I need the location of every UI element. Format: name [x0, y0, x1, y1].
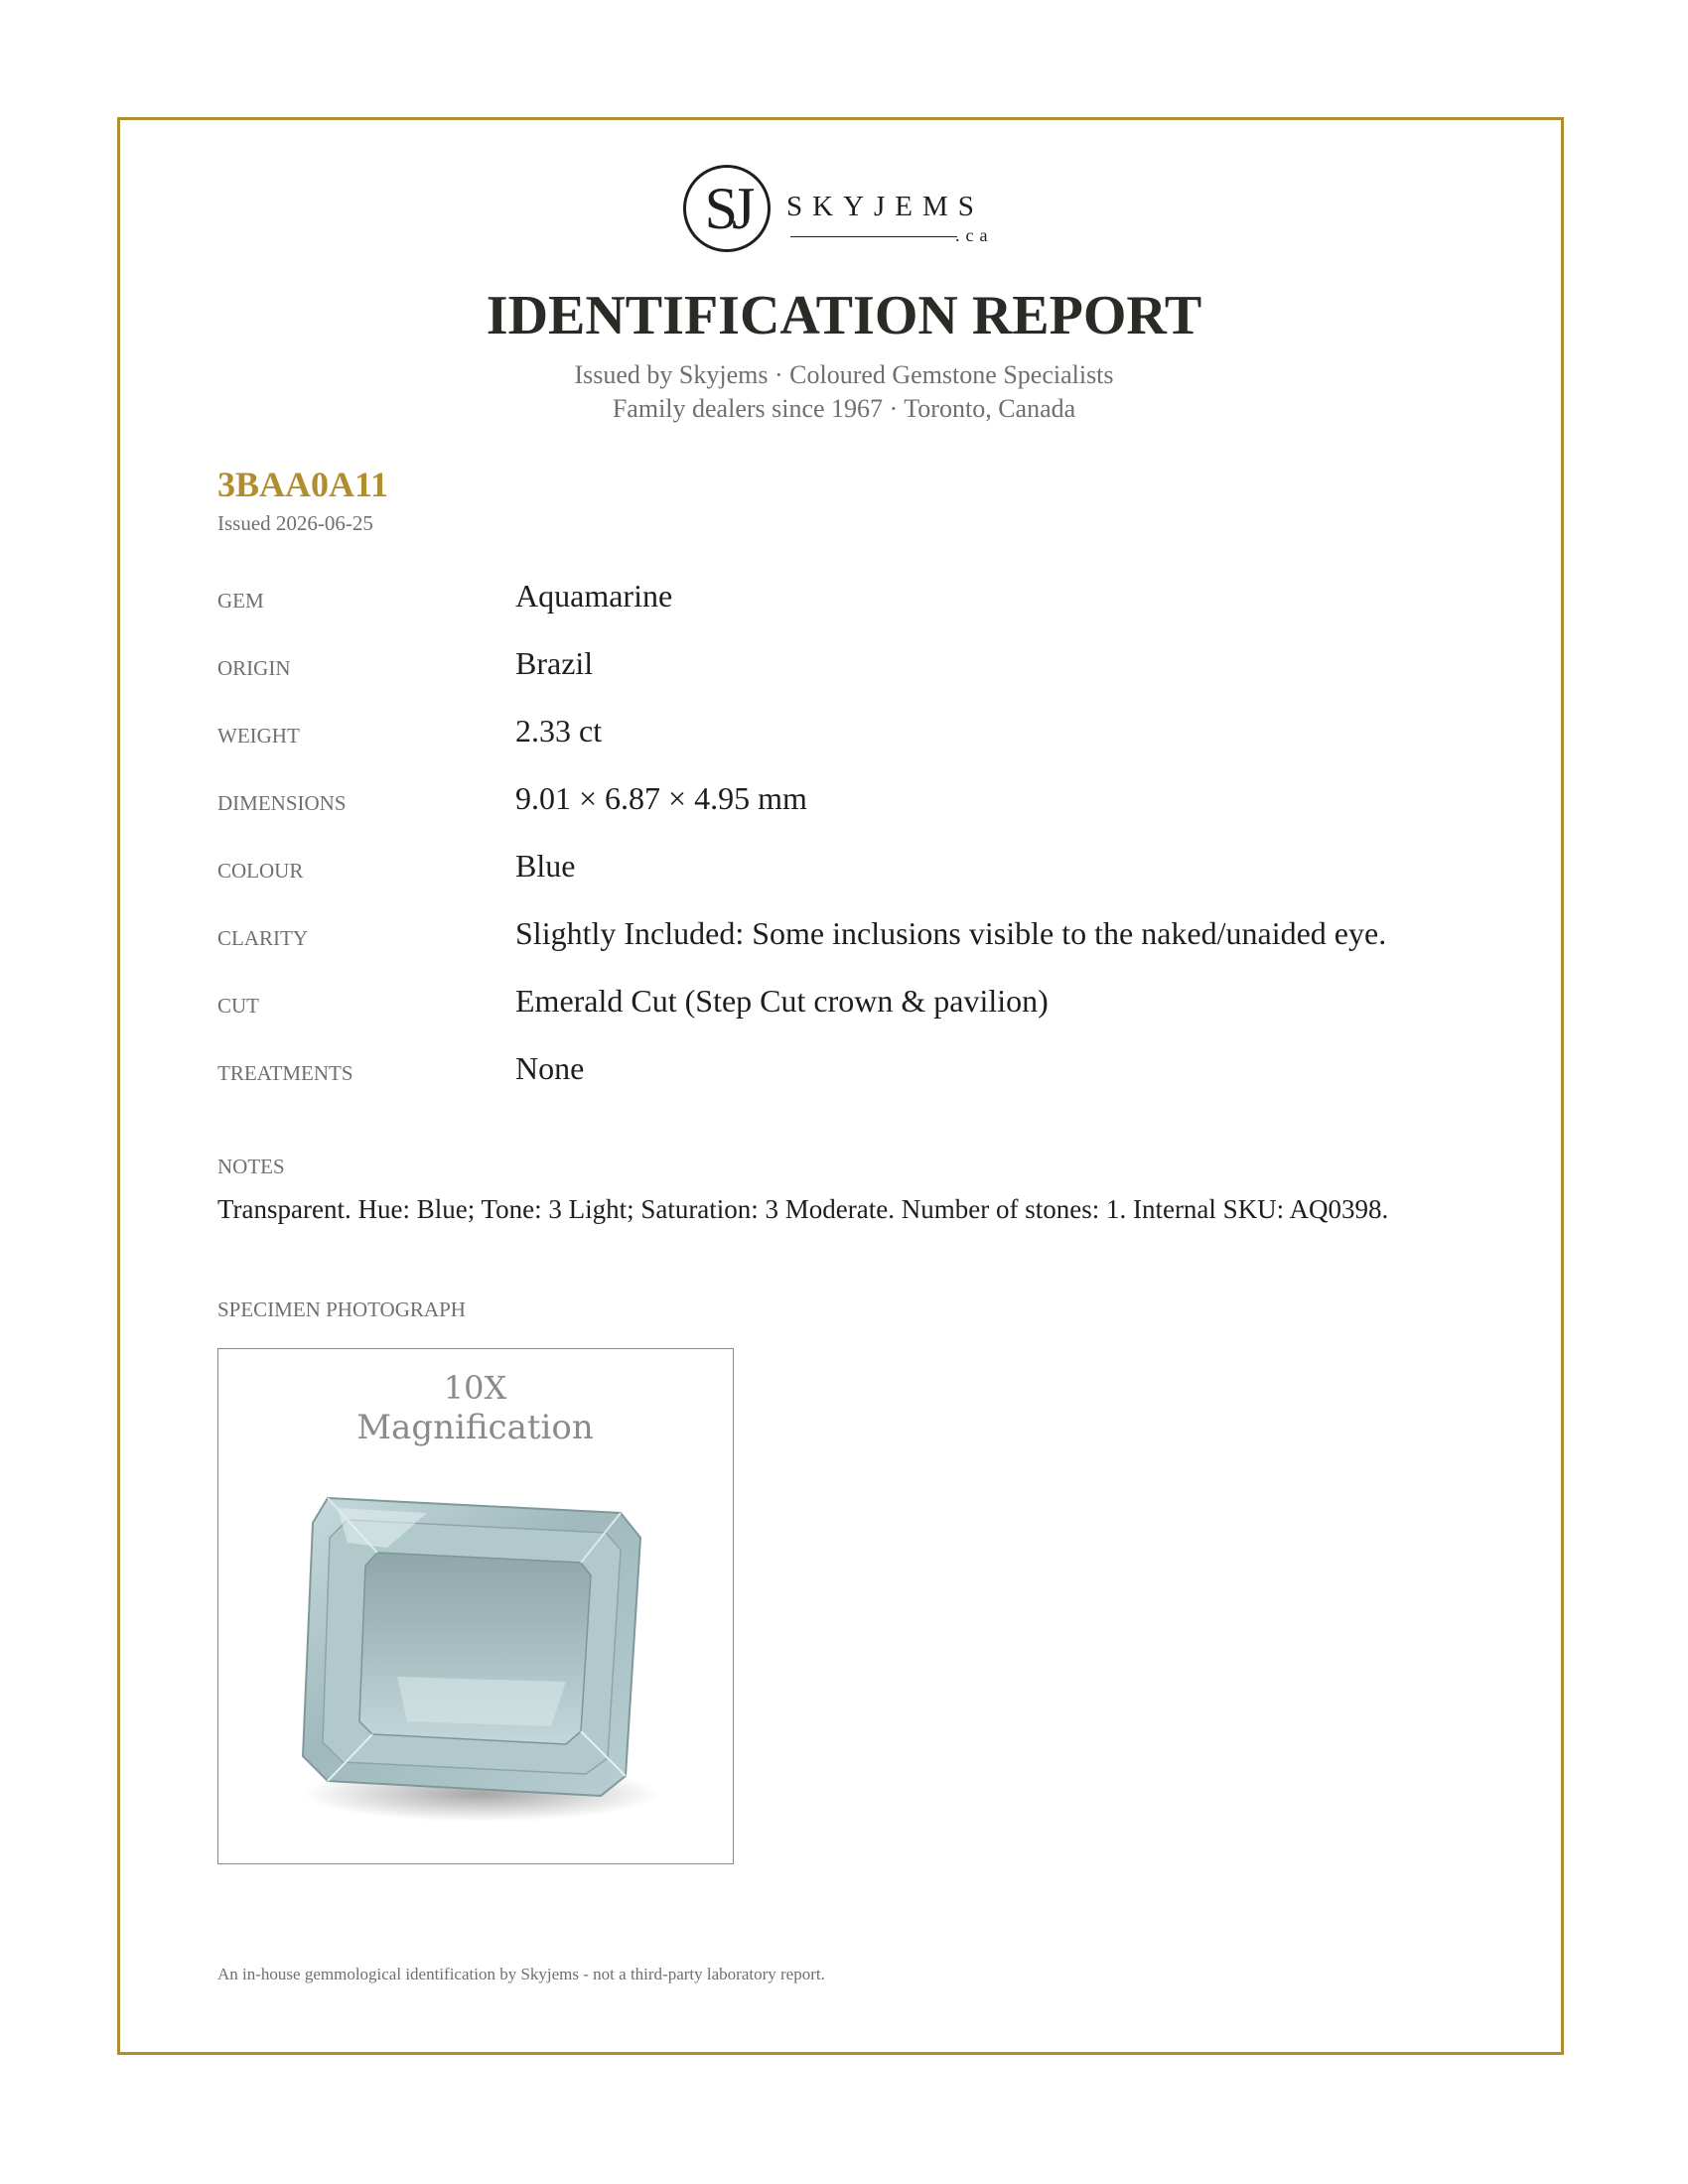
- specimen-photograph: [217, 1348, 734, 1864]
- magnification-value: 10X: [443, 1369, 507, 1407]
- field-value: Emerald Cut (Step Cut crown & pavilion): [515, 983, 1049, 1019]
- field-label: CUT: [217, 994, 259, 1018]
- field-label: TREATMENTS: [217, 1061, 353, 1085]
- issue-date: Issued 2026-06-25: [217, 511, 373, 535]
- field-label: GEM: [217, 589, 264, 613]
- magnification-label: Magnification: [356, 1408, 594, 1447]
- notes-label: NOTES: [217, 1155, 285, 1178]
- aquamarine-gem-image: [278, 1478, 675, 1836]
- field-row-treatments: [217, 1048, 1508, 1116]
- field-row-origin: [217, 643, 1508, 711]
- specimen-photo-label: SPECIMEN PHOTOGRAPH: [217, 1297, 466, 1321]
- gem-reflection: [397, 1677, 566, 1726]
- field-value: Slightly Included: Some inclusions visible to the naked/unaided eye.: [515, 915, 1387, 951]
- dealer-line: Family dealers since 1967 · Toronto, Canada: [612, 394, 1076, 423]
- field-row-weight: [217, 711, 1508, 778]
- field-label: ORIGIN: [217, 656, 291, 680]
- field-value: Aquamarine: [515, 578, 673, 614]
- skyjems-logo: [683, 161, 1011, 264]
- field-value: Blue: [515, 848, 576, 884]
- gem-details-list: [217, 576, 1508, 1116]
- field-label: COLOUR: [217, 859, 304, 883]
- notes-text: Transparent. Hue: Blue; Tone: 3 Light; Saturation: 3 Moderate. Number of stones: 1. Internal SKU: AQ0398.: [217, 1194, 1389, 1224]
- report-title: IDENTIFICATION REPORT: [486, 285, 1202, 346]
- field-value: 2.33 ct: [515, 713, 603, 749]
- report-id: 3BAA0A11: [217, 465, 389, 504]
- logo-domain: .ca: [955, 225, 994, 245]
- field-label: CLARITY: [217, 926, 308, 950]
- field-value: Brazil: [515, 645, 594, 681]
- field-label: DIMENSIONS: [217, 791, 347, 815]
- logo-monogram: SJ: [704, 176, 750, 241]
- field-row-dimensions: [217, 778, 1508, 846]
- field-value: 9.01 × 6.87 × 4.95 mm: [515, 780, 807, 816]
- field-value: None: [515, 1050, 585, 1086]
- logo-rule: [790, 236, 957, 237]
- logo-wordmark: SKYJEMS: [786, 191, 984, 222]
- disclaimer-footer: An in-house gemmological identification by Skyjems - not a third-party laboratory report.: [217, 1965, 825, 1983]
- field-row-cut: [217, 981, 1508, 1048]
- field-row-colour: [217, 846, 1508, 913]
- field-label: WEIGHT: [217, 724, 300, 748]
- field-row-clarity: [217, 913, 1508, 981]
- issuer-line: Issued by Skyjems · Coloured Gemstone Specialists: [574, 360, 1114, 389]
- field-row-gem: [217, 576, 1508, 643]
